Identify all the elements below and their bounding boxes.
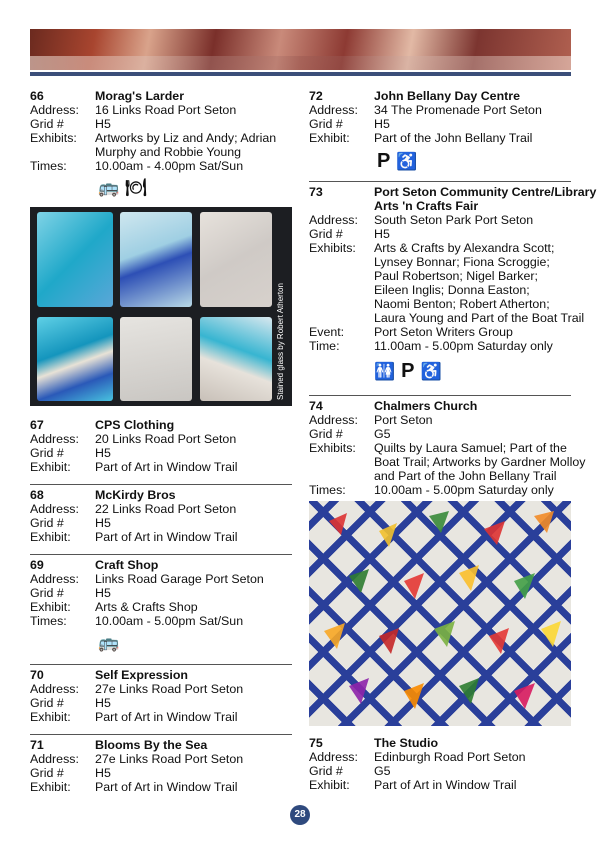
field-label: Address: <box>309 413 358 427</box>
field-value: Port Seton Writers Group <box>374 325 513 339</box>
field-label: Exhibit: <box>30 600 71 614</box>
field-value: H5 <box>374 227 390 241</box>
field-value: Part of Art in Window Trail <box>95 780 238 794</box>
photo-caption: Stained glass by Robert Atherton <box>276 283 285 400</box>
field-value: G5 <box>374 427 391 441</box>
entry-number: 72 <box>309 89 323 103</box>
parking-icon: P <box>401 360 415 382</box>
field-label: Grid # <box>30 516 64 530</box>
field-value: 11.00am - 5.00pm Saturday only <box>374 339 553 353</box>
field-value: Arts & Crafts Shop <box>95 600 198 614</box>
stained-glass-photo <box>30 207 292 406</box>
facility-icons <box>98 178 147 198</box>
field-label: Exhibits: <box>309 241 356 255</box>
field-label: Exhibits: <box>30 131 77 145</box>
field-value: Murphy and Robbie Young <box>95 145 242 159</box>
field-label: Grid # <box>30 586 64 600</box>
entry-divider <box>30 554 292 555</box>
field-label: Grid # <box>30 117 64 131</box>
bus-icon: 🚌 <box>98 633 120 652</box>
field-label: Exhibit: <box>30 710 71 724</box>
field-value: Naomi Benton; Robert Atherton; <box>374 297 550 311</box>
entry-number: 71 <box>30 738 44 752</box>
wheelchair-icon: ♿ <box>420 361 442 381</box>
field-value: H5 <box>95 446 111 460</box>
entry-number: 67 <box>30 418 44 432</box>
field-value: Boat Trail; Artworks by Gardner Molloy <box>374 455 586 469</box>
field-label: Address: <box>309 213 358 227</box>
field-value: 27e Links Road Port Seton <box>95 752 244 766</box>
field-label: Grid # <box>309 227 343 241</box>
entry-name: Self Expression <box>95 668 188 682</box>
field-value: Part of Art in Window Trail <box>95 530 238 544</box>
toilet-icon: 🚻 <box>374 361 396 381</box>
field-value: H5 <box>95 586 111 600</box>
entry-number: 69 <box>30 558 44 572</box>
field-label: Address: <box>30 432 79 446</box>
field-label: Exhibit: <box>30 780 71 794</box>
entry-number: 66 <box>30 89 44 103</box>
field-value: H5 <box>95 516 111 530</box>
entry-name: Port Seton Community Centre/Library <box>374 185 597 199</box>
field-value: 16 Links Road Port Seton <box>95 103 237 117</box>
entry-name: Blooms By the Sea <box>95 738 208 752</box>
entry-name: Morag's Larder <box>95 89 185 103</box>
field-label: Time: <box>309 339 340 353</box>
entry-number: 74 <box>309 399 323 413</box>
entry-name: The Studio <box>374 736 439 750</box>
entry-divider <box>30 664 292 665</box>
entry-number: 68 <box>30 488 44 502</box>
entry-divider <box>309 395 571 396</box>
field-value: H5 <box>374 117 390 131</box>
field-value: H5 <box>95 696 111 710</box>
field-label: Grid # <box>30 696 64 710</box>
field-label: Address: <box>309 103 358 117</box>
entry-name: CPS Clothing <box>95 418 175 432</box>
wheelchair-icon: ♿ <box>396 151 418 171</box>
field-value: Links Road Garage Port Seton <box>95 572 264 586</box>
field-label: Exhibit: <box>30 460 71 474</box>
field-value: Laura Young and Part of the Boat Trail <box>374 311 585 325</box>
field-value: Quilts by Laura Samuel; Part of the <box>374 441 567 455</box>
field-label: Grid # <box>30 446 64 460</box>
field-label: Times: <box>30 614 67 628</box>
field-value: H5 <box>95 766 111 780</box>
entry-number: 73 <box>309 185 323 199</box>
parking-icon: P <box>377 150 391 172</box>
field-label: Exhibit: <box>309 778 350 792</box>
header-banner-image <box>30 29 571 70</box>
field-label: Address: <box>30 752 79 766</box>
entry-number: 70 <box>30 668 44 682</box>
entry-divider <box>30 734 292 735</box>
entry-subname: Arts 'n Crafts Fair <box>374 199 479 213</box>
field-label: Address: <box>309 750 358 764</box>
field-value: Part of Art in Window Trail <box>95 710 238 724</box>
field-label: Address: <box>30 103 79 117</box>
field-label: Address: <box>30 682 79 696</box>
dining-icon: 🍽 <box>125 178 147 197</box>
entry-name: Craft Shop <box>95 558 159 572</box>
field-value: 20 Links Road Port Seton <box>95 432 237 446</box>
field-value: 27e Links Road Port Seton <box>95 682 244 696</box>
entry-divider <box>30 484 292 485</box>
field-value: 34 The Promenade Port Seton <box>374 103 542 117</box>
field-value: Artworks by Liz and Andy; Adrian <box>95 131 277 145</box>
field-value: Paul Robertson; Nigel Barker; <box>374 269 538 283</box>
facility-icons <box>377 150 418 173</box>
field-value: Part of Art in Window Trail <box>95 460 238 474</box>
quilt-photo <box>309 501 571 726</box>
field-value: Part of the John Bellany Trail <box>374 131 533 145</box>
field-value: Part of Art in Window Trail <box>374 778 517 792</box>
field-label: Grid # <box>309 117 343 131</box>
entry-name: Chalmers Church <box>374 399 478 413</box>
field-value: G5 <box>374 764 391 778</box>
field-value: Port Seton <box>374 413 433 427</box>
facility-icons <box>98 633 119 653</box>
page-number: 28 <box>290 805 310 825</box>
header-divider <box>30 72 571 76</box>
field-value: South Seton Park Port Seton <box>374 213 534 227</box>
field-label: Exhibits: <box>309 441 356 455</box>
field-value: 10.00am - 4.00pm Sat/Sun <box>95 159 244 173</box>
field-value: Arts & Crafts by Alexandra Scott; <box>374 241 555 255</box>
entry-name: John Bellany Day Centre <box>374 89 520 103</box>
field-label: Address: <box>30 502 79 516</box>
field-label: Exhibit: <box>309 131 350 145</box>
field-value: Edinburgh Road Port Seton <box>374 750 526 764</box>
facility-icons <box>374 360 442 383</box>
field-value: 22 Links Road Port Seton <box>95 502 237 516</box>
entry-name: McKirdy Bros <box>95 488 176 502</box>
field-label: Grid # <box>309 764 343 778</box>
entry-number: 75 <box>309 736 323 750</box>
field-value: Lynsey Bonnar; Fiona Scroggie; <box>374 255 550 269</box>
field-label: Grid # <box>30 766 64 780</box>
field-value: and Part of the John Bellany Trail <box>374 469 557 483</box>
field-label: Event: <box>309 325 345 339</box>
field-value: Eileen Inglis; Donna Easton; <box>374 283 530 297</box>
field-value: H5 <box>95 117 111 131</box>
field-value: 10.00am - 5.00pm Saturday only <box>374 483 554 497</box>
bus-icon: 🚌 <box>98 178 120 197</box>
field-label: Address: <box>30 572 79 586</box>
field-label: Times: <box>309 483 346 497</box>
field-label: Grid # <box>309 427 343 441</box>
entry-divider <box>309 181 571 182</box>
field-label: Exhibit: <box>30 530 71 544</box>
field-value: 10.00am - 5.00pm Sat/Sun <box>95 614 244 628</box>
field-label: Times: <box>30 159 67 173</box>
